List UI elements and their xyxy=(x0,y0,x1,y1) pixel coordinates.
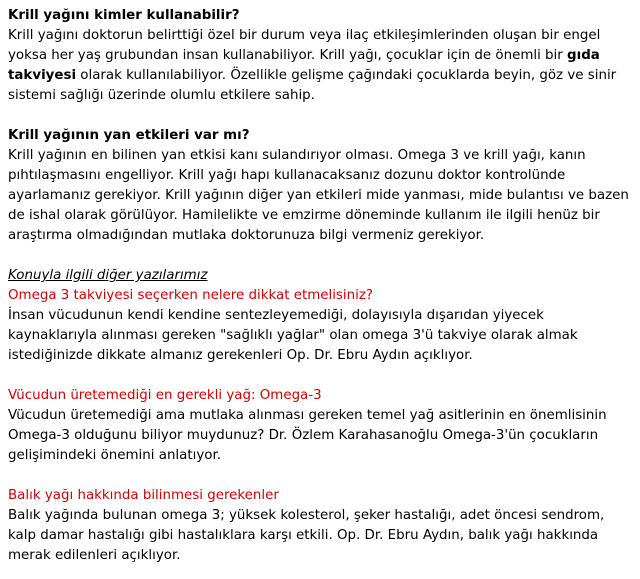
section-side-effects xyxy=(8,126,634,246)
section-paragraph xyxy=(8,26,634,106)
related-article-link[interactable]: Omega 3 takviyesi seçerken nelere dikkat etmelisiniz? xyxy=(8,288,373,303)
related-article-summary: Balık yağında bulunan omega 3; yüksek kolesterol, şeker hastalığı, adet öncesi sendrom, kalp damar hastalığı gibi hastalıklara karşı etkili. Op. Dr. Ebru Aydın, balık yağı hakkında merak edilenleri açıklıyor. xyxy=(8,508,605,563)
related-article-item xyxy=(8,486,634,566)
related-article-link[interactable]: Balık yağı hakkında bilinmesi gerekenler xyxy=(8,488,279,503)
related-article-link[interactable]: Vücudun üretemediği en gerekli yağ: Omega-3 xyxy=(8,388,322,403)
related-article-summary: İnsan vücudunun kendi kendine sentezleyemediği, dolayısıyla dışarıdan yiyecek kaynaklarıyla alınması gereken "sağlıklı yağlar" olan omega 3'ü takviye olarak almak istediğinizde dikkate almanız gerekenleri Op. Dr. Ebru Aydın açıklıyor. xyxy=(8,308,578,363)
related-articles xyxy=(8,266,634,566)
bold-keyword: gıda takviyesi xyxy=(8,48,600,83)
related-article-item xyxy=(8,386,634,466)
section-heading: Krill yağını kimler kullanabilir? xyxy=(8,8,240,23)
paragraph-text: olarak kullanılabiliyor. Özellikle gelişme çağındaki çocuklarda beyin, göz ve sinir sistemi sağlığı üzerinde olumlu etkilere sahip. xyxy=(8,68,617,103)
related-article-item xyxy=(8,286,634,366)
section-heading: Krill yağının yan etkileri var mı? xyxy=(8,128,250,143)
section-who-can-use xyxy=(8,6,634,106)
section-paragraph: Krill yağının en bilinen yan etkisi kanı sulandırıyor olması. Omega 3 ve krill yağı, kanın pıhtılaşmasını engelliyor. Krill yağı hapı kullanacaksanız dozunu doktor kontrolünde ayarlamanız gerekiyor. Krill yağının diğer yan etkileri mide yanması, mide bulantısı ve bazen de ishal olarak görülüyor. Hamilelikte ve emzirme döneminde kullanım ile ilgili henüz bir araştırma olmadığından mutlaka doktorunuza bilgi vermeniz gerekiyor. xyxy=(8,148,629,243)
related-articles-title: Konuyla ilgili diğer yazılarımız xyxy=(8,268,208,283)
paragraph-text: Krill yağını doktorun belirttiği özel bir durum veya ilaç etkileşimlerinden oluşan bir engel yoksa her yaş grubundan insan kullanabiliyor. Krill yağı, çocuklar için de önemli bir xyxy=(8,28,601,63)
related-article-summary: Vücudun üretemediği ama mutlaka alınması gereken temel yağ asitlerinin en önemlisinin Omega-3 olduğunu biliyor muydunuz? Dr. Özlem Karahasanoğlu Omega-3'ün çocukların gelişimindeki önemini anlatıyor. xyxy=(8,408,607,463)
